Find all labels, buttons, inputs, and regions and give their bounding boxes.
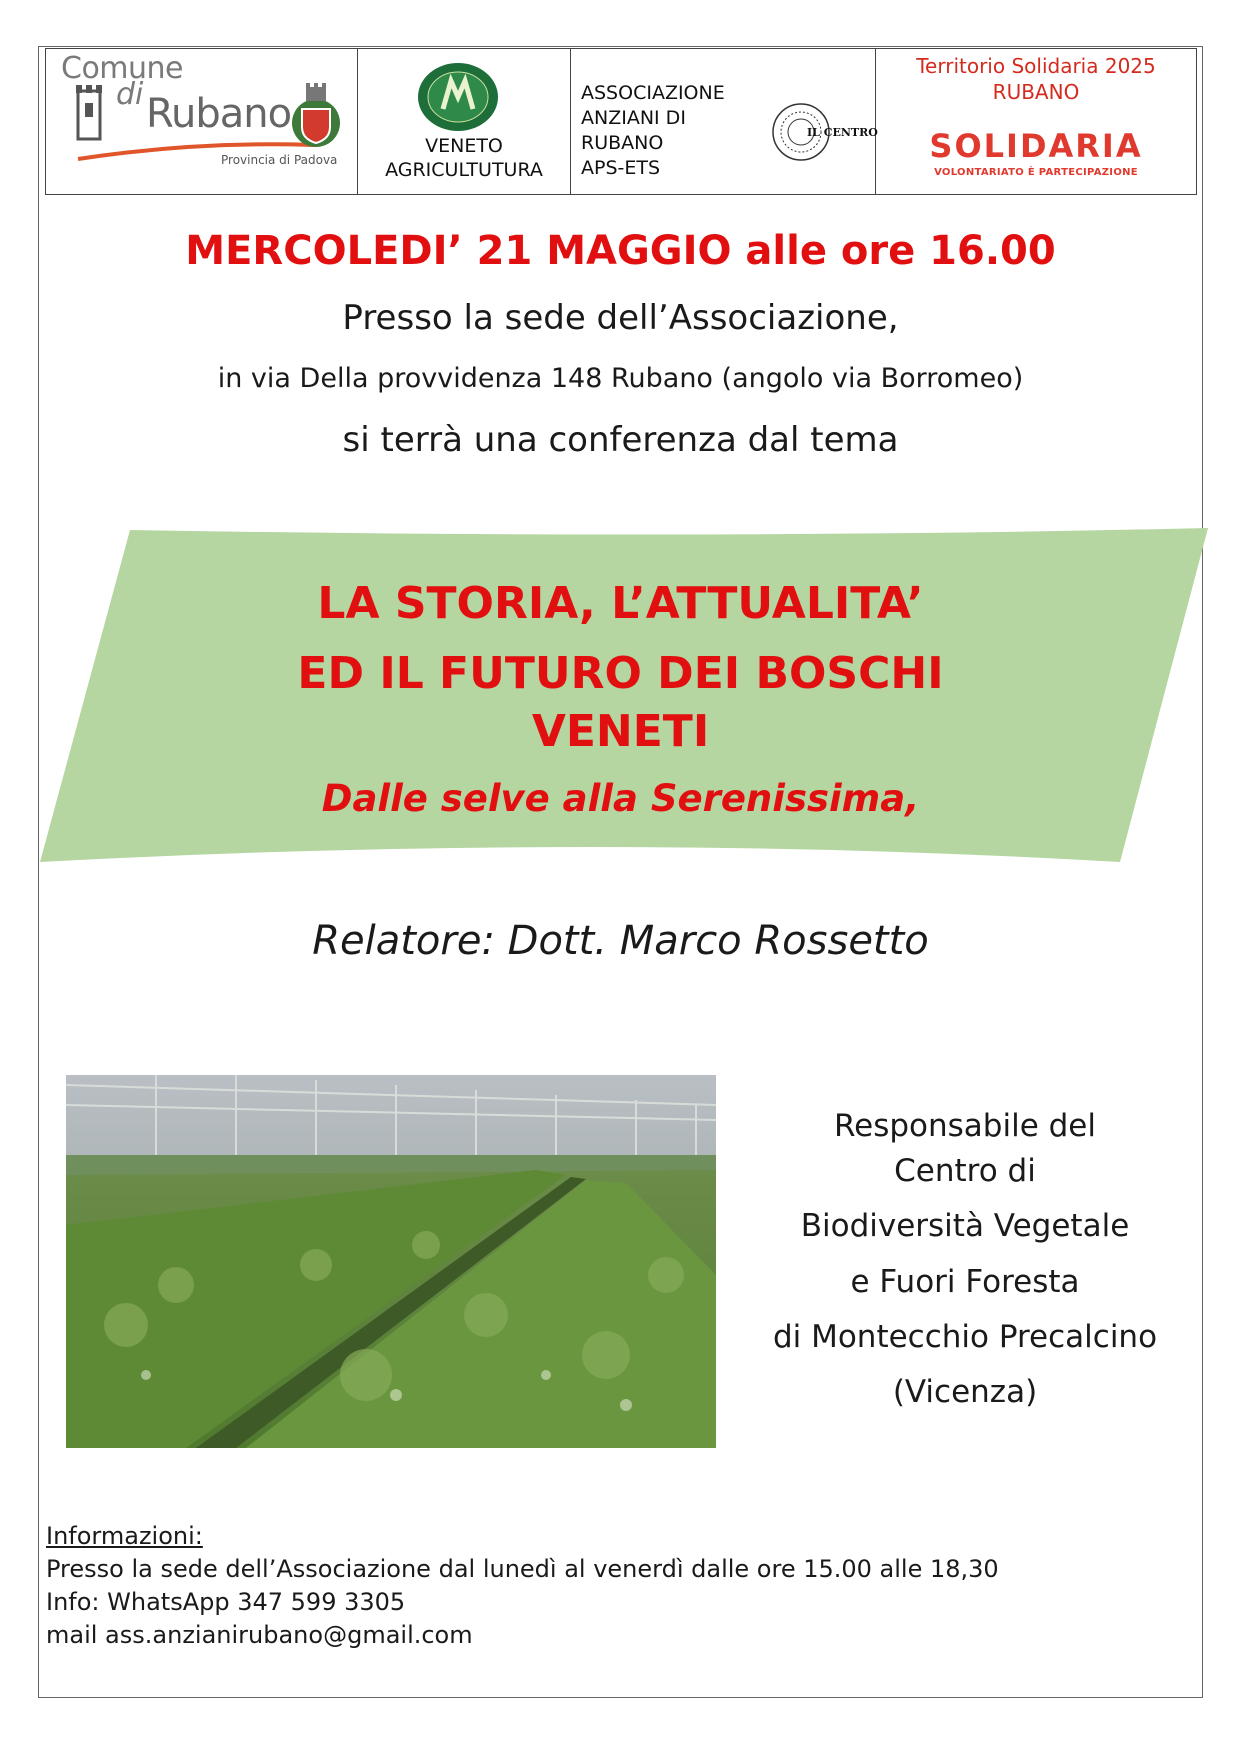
event-intro: si terrà una conferenza dal tema bbox=[342, 420, 899, 460]
resp-line-2: Centro di bbox=[894, 1153, 1036, 1189]
associazione-label bbox=[581, 81, 725, 181]
event-place-1: Presso la sede dell’Associazione, bbox=[342, 298, 899, 338]
info-hours: Presso la sede dell’Associazione dal lunedì al venerdì dalle ore 15.00 alle 18,30 bbox=[46, 1555, 999, 1583]
event-place-2: in via Della provvidenza 148 Rubano (angolo via Borromeo) bbox=[217, 363, 1024, 394]
aa-line3: RUBANO bbox=[581, 132, 664, 154]
speaker: Relatore: Dott. Marco Rossetto bbox=[312, 918, 929, 964]
aa-line2: ANZIANI DI bbox=[581, 107, 686, 129]
solidaria-tagline: VOLONTARIATO È PARTECIPAZIONE bbox=[934, 167, 1138, 178]
resp-line-1: Responsabile del bbox=[833, 1108, 1096, 1144]
svg-text:IL CENTRO: IL CENTRO bbox=[807, 126, 878, 139]
crest-icon bbox=[288, 81, 344, 151]
il-centro-stamp-icon bbox=[771, 97, 878, 167]
event-date: MERCOLEDI’ 21 MAGGIO alle ore 16.00 bbox=[185, 228, 1056, 274]
comune-rubano-logo bbox=[46, 49, 358, 194]
title-line-3: VENETI bbox=[531, 706, 710, 757]
title-subtitle: Dalle selve alla Serenissima, bbox=[321, 777, 920, 820]
resp-line-5: di Montecchio Precalcino bbox=[772, 1319, 1158, 1355]
tower-icon bbox=[74, 81, 104, 141]
info-whatsapp: Info: WhatsApp 347 599 3305 bbox=[46, 1588, 406, 1616]
resp-line-3: Biodiversità Vegetale bbox=[800, 1208, 1130, 1244]
resp-line-6: (Vicenza) bbox=[892, 1374, 1038, 1410]
veneto-agricoltura-icon bbox=[413, 57, 503, 133]
header-logos-table bbox=[45, 48, 1197, 195]
associazione-anziani-cell bbox=[571, 49, 876, 194]
veneto-agricoltura-label bbox=[358, 134, 570, 182]
info-email: mail ass.anzianirubano@gmail.com bbox=[46, 1621, 473, 1649]
va-line2: AGRICULTUTURA bbox=[385, 159, 543, 181]
ts-line2: RUBANO bbox=[992, 80, 1080, 104]
comune-label: Comune bbox=[61, 51, 184, 86]
di-label: di bbox=[116, 77, 144, 112]
info-heading: Informazioni: bbox=[46, 1522, 203, 1550]
aa-line4: APS-ETS bbox=[581, 157, 661, 179]
territorio-solidaria-label bbox=[876, 53, 1196, 105]
nursery-photo bbox=[66, 1075, 716, 1448]
veneto-agricoltura-logo bbox=[358, 49, 571, 194]
va-line1: VENETO bbox=[425, 135, 503, 157]
province-label: Provincia di Padova bbox=[221, 153, 338, 167]
title-line-1: LA STORIA, L’ATTUALITA’ bbox=[317, 578, 924, 629]
rubano-label: Rubano bbox=[146, 91, 292, 137]
resp-line-4: e Fuori Foresta bbox=[850, 1264, 1080, 1300]
solidaria-cell bbox=[876, 49, 1196, 194]
title-line-2: ED IL FUTURO DEI BOSCHI bbox=[297, 648, 944, 699]
ts-line1: Territorio Solidaria 2025 bbox=[916, 54, 1156, 78]
aa-line1: ASSOCIAZIONE bbox=[581, 82, 725, 104]
solidaria-logo: SOLIDARIA bbox=[929, 127, 1143, 165]
